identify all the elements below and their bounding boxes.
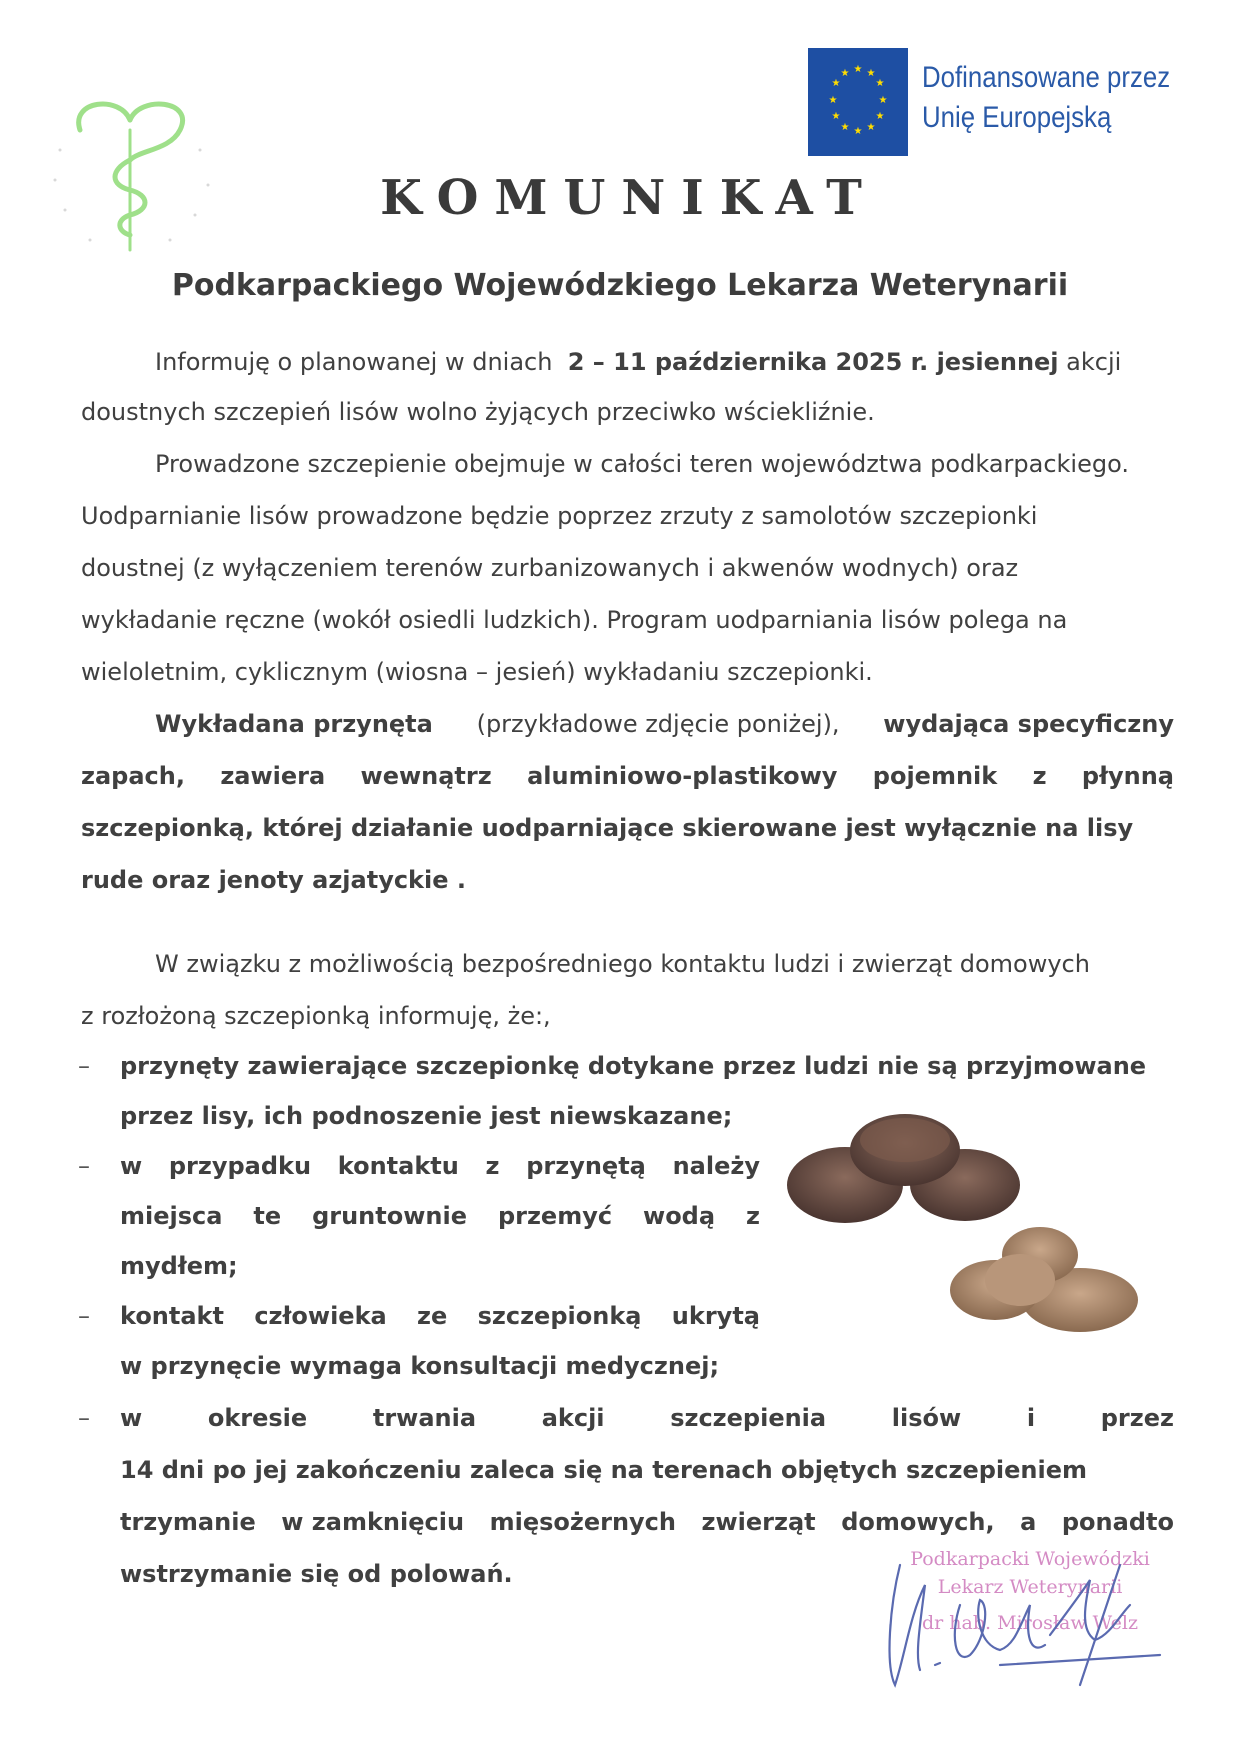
para3-smell-text: wydająca specyficzny [883, 710, 1174, 738]
para2-line4: wykładanie ręczne (wokół osiedli ludzkich). Program uodparniania lisów polega na [81, 606, 1068, 634]
word: z [746, 1202, 760, 1230]
word: przypadku [168, 1152, 312, 1180]
eu-flag-icon [808, 48, 908, 156]
word: wewnątrz [360, 762, 492, 790]
para3-photo-note: (przykładowe zdjęcie poniżej), [476, 710, 840, 738]
svg-text:★: ★ [875, 78, 885, 89]
para3-line4: rude oraz jenoty azjatyckie . [81, 866, 466, 894]
signature-icon [880, 1545, 1180, 1705]
word: lisów [891, 1404, 962, 1432]
word: i [1026, 1404, 1036, 1432]
word: te [253, 1202, 282, 1230]
para3-line3: szczepionką, której działanie uodparniające skierowane jest wyłącznie na lisy [81, 814, 1134, 842]
bullet2-line3: mydłem; [120, 1252, 238, 1280]
bullet4-line3 [120, 1508, 1174, 1536]
bullet-dash: – [78, 1302, 90, 1330]
bullet4-line2: 14 dni po jej zakończeniu zaleca się na terenach objętych szczepieniem [120, 1456, 1087, 1484]
bullet3-line1 [120, 1302, 760, 1330]
svg-text:★: ★ [828, 95, 838, 106]
word: człowieka [254, 1302, 387, 1330]
word: zwierząt [701, 1508, 816, 1536]
eu-funding-line2: Unię Europejską [922, 101, 1112, 134]
para4-line1: W związku z możliwością bezpośredniego kontaktu ludzi i zwierząt domowych [155, 950, 1090, 978]
word: ukrytą [671, 1302, 760, 1330]
word: kontaktu [337, 1152, 459, 1180]
word: w [120, 1152, 143, 1180]
para3-line2 [81, 762, 1174, 790]
word: przemyć [497, 1202, 613, 1230]
para1-date-range: 2 – 11 października 2025 r. jesiennej [567, 348, 1059, 376]
para1-text-c: akcji [1066, 348, 1122, 376]
bullet1-line2: przez lisy, ich podnoszenie jest niewskazane; [120, 1102, 733, 1130]
svg-text:★: ★ [853, 64, 863, 75]
para2-line2: Uodparnianie lisów prowadzone będzie poprzez zrzuty z samolotów szczepionki [81, 502, 1038, 530]
word: szczepienia [670, 1404, 827, 1432]
stamp-line1: Podkarpacki Wojewódzki [910, 1548, 1150, 1570]
page-subtitle: Podkarpackiego Wojewódzkiego Lekarza Weterynarii [171, 268, 1069, 303]
eu-funding-text [922, 58, 1170, 138]
svg-text:★: ★ [878, 95, 888, 106]
official-stamp [880, 1545, 1180, 1705]
word: kontakt [120, 1302, 224, 1330]
word: należy [672, 1152, 760, 1180]
word: ponadto [1061, 1508, 1174, 1536]
word: pojemnik [872, 762, 998, 790]
svg-text:★: ★ [831, 111, 841, 122]
bullet-dash: – [78, 1152, 90, 1180]
svg-text:★: ★ [853, 126, 863, 137]
para3-line1 [155, 710, 1174, 738]
word: okresie [207, 1404, 308, 1432]
bullet1-line1: przynęty zawierające szczepionkę dotykane przez ludzi nie są przyjmowane [120, 1052, 1147, 1080]
word: przez [1100, 1404, 1174, 1432]
svg-text:★: ★ [875, 111, 885, 122]
word: aluminiowo-plastikowy [527, 762, 838, 790]
bullet2-line2 [120, 1202, 760, 1230]
bullet3-line2: w przynęcie wymaga konsultacji medycznej; [120, 1352, 720, 1380]
word: gruntownie [312, 1202, 467, 1230]
bullet-dash: – [78, 1052, 90, 1080]
word: zapach, [81, 762, 185, 790]
word: w [120, 1404, 143, 1432]
word: zawiera [220, 762, 326, 790]
word: ze [417, 1302, 448, 1330]
svg-text:★: ★ [840, 68, 850, 79]
svg-text:★: ★ [840, 122, 850, 133]
word: akcji [541, 1404, 605, 1432]
bullet2-line1 [120, 1152, 760, 1180]
svg-text:★: ★ [866, 122, 876, 133]
para3-bait-label: Wykładana przynęta [155, 710, 433, 738]
word: z [1032, 762, 1047, 790]
word: przynętą [526, 1152, 646, 1180]
word: miejsca [120, 1202, 223, 1230]
stamp-line3: dr hab. Mirosław Welz [922, 1612, 1138, 1634]
svg-text:★: ★ [831, 78, 841, 89]
eu-funding-line1: Dofinansowane przez [922, 61, 1171, 94]
word: a [1020, 1508, 1037, 1536]
svg-text:★: ★ [866, 68, 876, 79]
word: trzymanie [120, 1508, 256, 1536]
para1-line1 [155, 348, 1121, 376]
bullet4-line4: wstrzymanie się od polowań. [120, 1560, 513, 1588]
bullet-dash: – [78, 1404, 90, 1432]
bait-photo [780, 1105, 1180, 1345]
para1-line2: doustnych szczepień lisów wolno żyjących przeciwko wściekliźnie. [81, 398, 875, 426]
eu-stars-icon [808, 48, 908, 156]
word: z [485, 1152, 500, 1180]
word: szczepionką [477, 1302, 642, 1330]
para2-line3: doustnej (z wyłączeniem terenów zurbanizowanych i akwenów wodnych) oraz [81, 554, 1019, 582]
para2-line1: Prowadzone szczepienie obejmuje w całości teren województwa podkarpackiego. [155, 450, 1129, 478]
word: w zamknięciu [281, 1508, 465, 1536]
word: wodą [643, 1202, 716, 1230]
para1-text-a: Informuję o planowanej w dniach [155, 348, 553, 376]
stamp-line2: Lekarz Weterynarii [937, 1576, 1123, 1598]
bullet4-line1 [120, 1404, 1174, 1432]
word: domowych, [841, 1508, 995, 1536]
word: mięsożernych [489, 1508, 676, 1536]
word: trwania [372, 1404, 477, 1432]
para2-line5: wieloletnim, cyklicznym (wiosna – jesień) wykładaniu szczepionki. [81, 658, 873, 686]
para4-line2: z rozłożoną szczepionką informuję, że:, [81, 1002, 551, 1030]
page-title: KOMUNIKAT [380, 170, 878, 226]
word: płynną [1081, 762, 1174, 790]
